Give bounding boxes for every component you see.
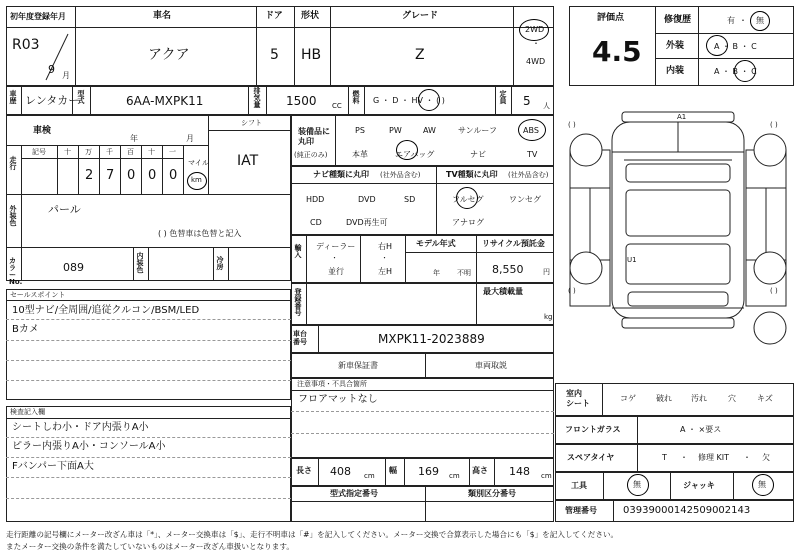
model-label: 車名: [153, 11, 172, 21]
equip-leather: 本革: [352, 150, 368, 159]
grade-value: Z: [415, 47, 425, 63]
equip-ps: PS: [355, 126, 365, 135]
spare-dot: ・: [743, 453, 751, 462]
mgmt-value: 03939000142509002143: [623, 505, 751, 516]
mileage-col-code: 記号: [32, 148, 46, 156]
height-unit: cm: [541, 472, 552, 480]
model-year-label: モデル年式: [416, 239, 456, 248]
doors-value: 5: [270, 47, 279, 63]
shaken-label: 車検: [33, 126, 52, 136]
tv-oneseg: ワンセグ: [509, 195, 541, 204]
height-value: 148: [509, 465, 530, 478]
color-label: 外装色: [9, 205, 17, 226]
sheet-item: 穴: [728, 394, 736, 403]
spare-t: T: [662, 453, 667, 462]
length-unit: cm: [364, 472, 375, 480]
mileage-digit: 2: [85, 168, 94, 183]
drive-2wd: 2WD: [525, 25, 545, 34]
mileage-digit: 0: [148, 168, 157, 183]
import-parallel: 並行: [328, 267, 344, 276]
spare-kit: 修理 KIT: [698, 453, 730, 462]
tv-label: TV種類に丸印: [446, 170, 498, 179]
mileage-digit: 0: [169, 168, 178, 183]
reg-year-label: 初年度登録年月: [10, 12, 66, 21]
exterior-a-circle: [706, 35, 728, 56]
navi-dvd-play: DVD再生可: [346, 218, 388, 227]
inspector-line: シートしわ小・ドア内張りA小: [12, 422, 149, 433]
tv-analog: アナログ: [452, 218, 484, 227]
mileage-digit: 7: [106, 168, 115, 183]
capacity-value: 5: [523, 94, 531, 108]
damage-code-u1: U1: [627, 256, 637, 264]
equip-sunroof: サンルーフ: [458, 126, 497, 135]
repair-yes: 有: [727, 16, 735, 25]
mileage-col-juu: 十: [148, 148, 155, 156]
mileage-digit: 0: [127, 168, 136, 183]
color-value: パール: [48, 203, 81, 216]
abs-circle: [518, 119, 546, 141]
car-damage-diagram: [562, 110, 794, 380]
person-unit: 人: [543, 102, 550, 110]
mileage-col-sen: 千: [106, 148, 113, 156]
width-label: 幅: [389, 466, 397, 475]
cc-unit: CC: [332, 102, 342, 110]
notes-label: 注意事項・不具合箇所: [297, 380, 367, 388]
import-right-h: 右H: [378, 242, 393, 251]
jack-label: ジャッキ: [683, 481, 715, 490]
yen-unit: 円: [543, 268, 550, 276]
grade-label: グレード: [402, 11, 439, 21]
width-value: 169: [418, 465, 439, 478]
inspector-line: Fバンパー下面A大: [12, 461, 94, 472]
mgmt-label: 管理番号: [565, 506, 597, 515]
shape-label: 形状: [301, 11, 320, 21]
navi-hdd: HDD: [306, 195, 325, 204]
fuel-hv-circle: [418, 89, 440, 111]
sales-point-line: 10型ナビ/全周囲/追従クルコン/BSM/LED: [12, 305, 200, 316]
repair-label: 修復歴: [664, 15, 692, 25]
equip-pw: PW: [389, 126, 402, 135]
import-dealer: ディーラー: [316, 242, 356, 251]
mileage-label: 走行: [9, 156, 17, 170]
shift-label: シフト: [241, 119, 262, 127]
color-no-value: 089: [63, 261, 84, 274]
warranty-label: 新車保証書: [338, 361, 378, 370]
type-value: 6AA-MXPK11: [126, 94, 204, 108]
warranty-row: [291, 353, 554, 378]
width-unit: cm: [449, 472, 460, 480]
displacement-label: 排気量: [253, 87, 261, 108]
tire-bracket: ( ): [770, 121, 778, 129]
use-value: レンタカー: [25, 94, 80, 107]
exterior-label: 外装: [666, 41, 685, 51]
category-label: 類別区分番号: [468, 489, 516, 498]
length-value: 408: [330, 465, 351, 478]
navi-dvd: DVD: [358, 195, 376, 204]
navi-cd: CD: [310, 218, 322, 227]
equip-navi: ナビ: [470, 150, 486, 159]
vehicle-row: [6, 86, 554, 115]
tools-label: 工具: [571, 481, 587, 490]
color-no-label: カラーNo.: [9, 257, 23, 286]
mileage-col-tenman: 十: [64, 148, 71, 156]
mileage-col-man: 万: [85, 148, 92, 156]
model-year-unknown: 不明: [457, 269, 471, 277]
tv-sublabel: (社外品含む): [508, 171, 549, 179]
sheet-item: キズ: [757, 394, 773, 403]
interior-sheet-label: 室内 シート: [566, 389, 590, 408]
tire-bracket: ( ): [568, 287, 576, 295]
model-year-unit: 年: [433, 269, 440, 277]
tire-bracket: ( ): [568, 121, 576, 129]
jack-value: 無: [758, 480, 766, 489]
score-label: 評価点: [597, 13, 625, 23]
equip-aw: AW: [423, 126, 436, 135]
score-value: 4.5: [592, 35, 642, 68]
interior-grade: A ・ B ・ C: [714, 67, 757, 76]
door-label: ドア: [265, 11, 283, 21]
repaint-note: ( ) 色替車は色替と記入: [158, 229, 242, 238]
month-unit: 月: [62, 71, 70, 80]
equip-abs: ABS: [523, 126, 539, 135]
manual-label: 車両取説: [475, 361, 507, 370]
interior-color-label: 内装色: [136, 252, 144, 273]
mile-label: マイル: [188, 159, 209, 167]
type-label: 型式: [77, 90, 85, 104]
shaken-month-unit: 月: [186, 134, 194, 143]
reg-month-value: 9: [48, 63, 55, 76]
displacement-value: 1500: [286, 94, 317, 108]
mileage-col-hyaku: 百: [127, 148, 134, 156]
equipment-sublabel: (純正のみ): [294, 151, 328, 159]
sheet-item: コゲ: [620, 394, 636, 403]
spare-dot: ・: [680, 453, 688, 462]
use-label: 車歴: [9, 90, 17, 104]
recycle-label: リサイクル預託金: [482, 239, 545, 248]
kg-unit: kg: [544, 313, 553, 321]
import-dot: ・: [331, 254, 338, 262]
windshield-label: フロントガラス: [565, 425, 621, 434]
shape-value: HB: [301, 47, 322, 63]
inspector-label: 検査記入欄: [10, 408, 45, 416]
import-left-h: 左H: [378, 267, 393, 276]
equip-tv: TV: [527, 150, 538, 159]
reg-year-value: R03: [12, 37, 40, 53]
shaken-year-unit: 年: [130, 134, 138, 143]
mileage-col-ichi: 一: [169, 148, 176, 156]
import-dot: ・: [381, 254, 388, 262]
notes-value: フロアマットなし: [298, 394, 378, 405]
chassis-label: 車台 番号: [293, 330, 307, 347]
fuel-value: G ・ D ・ HV ・ ( ): [373, 96, 445, 105]
footer-note-2: またメーター交換の条件を満たしていないものはメーター改ざん車扱いとなります。: [6, 542, 294, 551]
drive-4wd: 4WD: [526, 57, 546, 66]
import-label: 輸入: [294, 244, 302, 258]
sheet-item: 汚れ: [691, 394, 707, 403]
fuel-label: 燃料: [352, 90, 360, 104]
repair-no: 無: [756, 16, 764, 25]
equip-airbag: エアバッグ: [395, 150, 435, 159]
chassis-value: MXPK11-2023889: [378, 332, 485, 346]
spare-none: 欠: [762, 453, 770, 462]
navi-sublabel: (社外品含む): [380, 171, 421, 179]
max-load-label: 最大積載量: [483, 287, 523, 296]
recycle-value: 8,550: [492, 263, 524, 276]
fullseg-circle: [456, 187, 478, 209]
equipment-label: 装備品に 丸印: [298, 127, 330, 147]
height-label: 高さ: [472, 466, 488, 475]
capacity-label: 定員: [499, 90, 507, 104]
footer-note-1: 走行距離の記号欄にメーター改ざん車は「*」、メーター交換車は「$」、走行不明車は「#」を記入してください。メーター交換で合算表示した場合にも「$」を記入してください。: [6, 530, 619, 539]
inspector-line: ピラー内張りA小・コンソールA小: [12, 441, 166, 452]
ac-label: 冷房: [216, 256, 224, 270]
reg-no-label: 登録番号: [294, 288, 302, 316]
repair-sep: ・: [739, 16, 747, 25]
tv-fullseg: フルセグ: [452, 195, 484, 204]
length-label: 長さ: [296, 466, 312, 475]
airbag-circle: [396, 140, 418, 160]
windshield-value: A ・ ×要ス: [680, 425, 722, 434]
sales-point-line: Bカメ: [12, 324, 39, 335]
navi-sd: SD: [404, 195, 416, 204]
drive-dot: ・: [532, 39, 540, 48]
km-label: km: [191, 176, 202, 184]
tire-bracket: ( ): [770, 287, 778, 295]
sales-points-label: セールスポイント: [10, 291, 66, 299]
type-designation-label: 型式指定番号: [330, 489, 378, 498]
exterior-grade: A ・ B ・ C: [714, 42, 757, 51]
navi-label: ナビ種類に丸印: [313, 170, 369, 179]
model-value: アクア: [148, 47, 190, 63]
sheet-item: 破れ: [656, 394, 672, 403]
interior-b-circle: [734, 60, 756, 82]
damage-code-a1: A1: [677, 113, 687, 121]
spare-tire-label: スペアタイヤ: [567, 453, 615, 462]
interior-label: 内装: [666, 66, 685, 76]
tools-value: 無: [633, 480, 641, 489]
shift-value: IAT: [237, 153, 259, 169]
